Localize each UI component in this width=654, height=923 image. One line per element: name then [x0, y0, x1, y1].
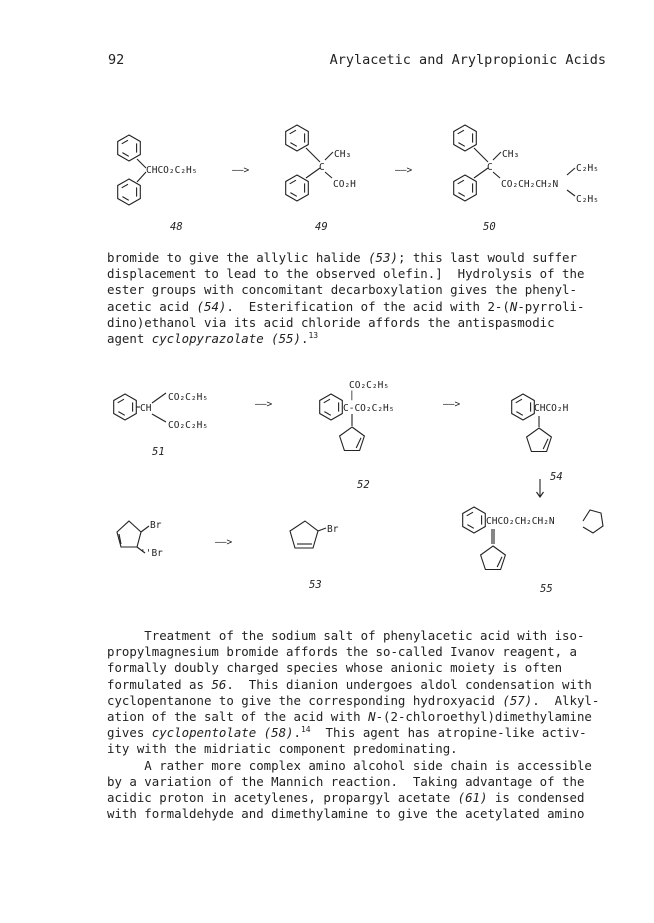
dibromocyclopentene	[117, 520, 163, 559]
text-line: bromide to give the allylic halide (53); this last would suffer	[107, 250, 577, 265]
page-number: 92	[108, 52, 125, 68]
compound-52-bond: |	[349, 390, 355, 401]
text-line: ity with the midriatic component predominating.	[107, 741, 458, 757]
text-line: ester groups with concomitant decarboxylation gives the phenyl-	[107, 282, 577, 298]
text-line: Treatment of the sodium salt of phenylacetic acid with iso-	[107, 628, 585, 643]
text-line: A rather more complex amino alcohol side chain is accessible	[107, 757, 592, 773]
text-line: with formaldehyde and dimethylamine to give the acetylated amino	[107, 806, 585, 822]
compound-53-number: 53	[309, 579, 322, 591]
compound-52-ester-top: CO₂C₂H₅	[349, 380, 390, 391]
text-line: agent cyclopyrazolate (55).$^{13}$	[107, 331, 319, 347]
text-line: propylmagnesium bromide affords the so-called Ivanov reagent, a	[107, 644, 577, 660]
compound-49-carbon: C	[319, 162, 325, 173]
compound-53	[290, 521, 339, 591]
compound-55-cyclopentolate	[463, 507, 603, 595]
reaction-arrow: ——>	[232, 165, 250, 176]
compound-50-number: 50	[483, 221, 496, 233]
compound-51-ester-top: CO₂C₂H₅	[168, 392, 209, 403]
text-line: formally doubly charged species whose anionic moiety is often	[107, 660, 563, 676]
compound-50-ethyl-top: C₂H₅	[576, 163, 599, 174]
bromine-label: ''Br	[140, 548, 163, 559]
compound-55-label: CHCO₂CH₂CH₂N	[486, 516, 555, 527]
compound-49-acid: CO₂H	[333, 179, 356, 190]
text-line: gives cyclopentolate (58).$^{14}$ This agent has atropine-like activ-	[107, 725, 587, 741]
body-paragraph-2	[107, 628, 602, 822]
compound-51-ester-bottom: CO₂C₂H₅	[168, 420, 209, 431]
compound-54-label: CHCO₂H	[534, 403, 569, 414]
text-line: acetic acid (54). Esterification of the acid with 2-(N-pyrroli-	[107, 298, 585, 314]
compound-51-ch: CH	[140, 403, 152, 414]
text-line: cyclopentanone to give the corresponding hydroxyacid (57). Alkyl-	[107, 692, 600, 708]
text-line: formulated as 56. This dianion undergoes aldol condensation with	[107, 676, 592, 692]
compound-55-number: 55	[540, 583, 553, 595]
compound-51	[114, 392, 208, 458]
compound-51-number: 51	[152, 446, 165, 458]
compound-50	[454, 125, 599, 233]
text-line: displacement to lead to the observed olefin.] Hydrolysis of the	[107, 266, 585, 282]
compound-52-number: 52	[357, 479, 370, 491]
reaction-arrow: ——>	[443, 399, 461, 410]
compound-54	[512, 394, 569, 483]
bromine-label: Br	[327, 524, 339, 535]
compound-54-number: 54	[550, 471, 563, 483]
compound-50-ester-chain: CO₂CH₂CH₂N	[501, 179, 559, 190]
reaction-arrow: ——>	[255, 399, 273, 410]
compound-50-carbon: C	[487, 162, 493, 173]
text-line: ation of the salt of the acid with N-(2-chloroethyl)dimethylamine	[107, 709, 592, 725]
compound-48-number: 48	[170, 221, 183, 233]
running-head: Arylacetic and Arylpropionic Acids	[329, 52, 606, 68]
text-line: by a variation of the Mannich reaction. Taking advantage of the	[107, 773, 585, 789]
bromine-label: Br	[150, 520, 162, 531]
reaction-arrow-down	[537, 479, 544, 497]
compound-50-ethyl-bottom: C₂H₅	[576, 194, 599, 205]
compound-52	[320, 380, 395, 491]
compound-48-label: CHCO₂C₂H₅	[146, 165, 198, 176]
compound-52-carbon: C-CO₂C₂H₅	[343, 403, 395, 414]
compound-49-number: 49	[315, 221, 328, 233]
text-line: dino)ethanol via its acid chloride affords the antispasmodic	[107, 314, 555, 330]
reaction-arrow: ——>	[395, 165, 413, 176]
compound-49	[286, 125, 356, 233]
text-line: acidic proton in acetylenes, propargyl acetate (61) is condensed	[107, 790, 585, 806]
body-paragraph-1	[107, 250, 602, 347]
compound-50-methyl: CH₃	[502, 149, 520, 160]
reaction-arrow: ——>	[215, 537, 233, 548]
compound-48	[118, 135, 198, 233]
compound-49-methyl: CH₃	[334, 149, 352, 160]
